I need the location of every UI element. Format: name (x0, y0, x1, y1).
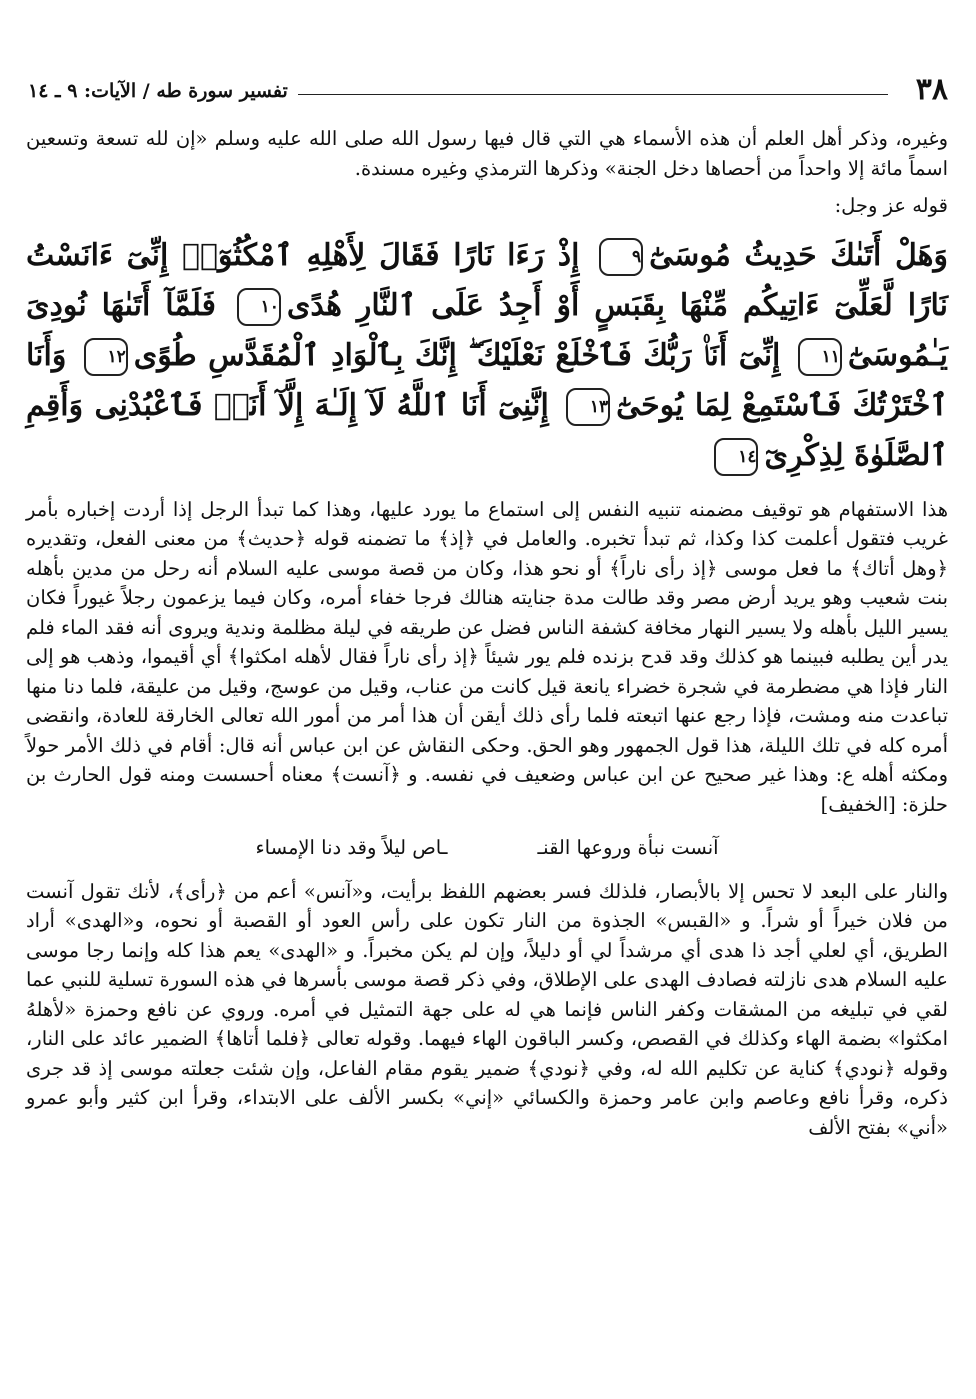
quran-segment-13: وَأَنَا ٱخْتَرْتُكَ فَٱسْتَمِعْ لِمَا يُوحَىٰٓ (26, 337, 948, 423)
page-body (26, 124, 948, 1142)
quran-segment-12: إِنِّىٓ أَنَا۠ رَبُّكَ فَٱخْلَعْ نَعْلَيْكَ ۖ إِنَّكَ بِٱلْوَادِ ٱلْمُقَدَّسِ طُوًى (133, 337, 781, 373)
intro-section (26, 124, 948, 221)
ayah-number-14: ١٤ (714, 438, 758, 476)
page-header (28, 72, 948, 112)
commentary-paragraph-2: والنار على البعد لا تحس إلا بالأبصار، فلذلك فسر بعضهم اللفظ برأيت، و«آنس» أعم من ﴿رأى﴾، لأنك تقول آنست من فلان خيراً أو شراً. و «القبس» الجذوة من النار تكون على رأس العود أو القصبة أو نحوه، و«الهدى» أراد الطريق، أي لعلي أجد ذا هدى أي مرشداً لي أو دليلاً، وإن لم يكن مخبراً. و «الهدى» يعم هذا كله وإنما رجا موسى عليه السلام هدى نازلته فصادف الهدى على الإطلاق، وفي ذكر قصة موسى بأسرها في هذه السورة تسلية للنبي عما لقي في تبليغه من المشقات وكفر الناس فإنما هي له على جهة التمثيل في أمره. وروي عن نافع وحمزة «لأهلهُ امكثوا» بضمة الهاء وكذلك في القصص، وكسر الباقون الهاء فيهما. وقوله تعالى ﴿فلما أتاها﴾ الضمير عائد على النار، وقوله ﴿نودي﴾ كناية عن تكليم الله له، وفي ﴿نودي﴾ ضمير يقوم مقام الفاعل، وإن شئت جعلته موسى إذ قد جرى ذكره، وقرأ نافع وعاصم وابن عامر وحمزة والكسائي «إني» بكسر الألف على الابتداء، وقرأ ابن كثير وأبو عمرو «أني» بفتح الألف (26, 879, 948, 1139)
quran-segment-10: إِذْ رَءَا نَارًا فَقَالَ لِأَهْلِهِ ٱمْكُثُوٓا۟ إِنِّىٓ ءَانَسْتُ نَارًا لَّعَلِّىٓ ءَاتِيكُم مِّنْهَا بِقَبَسٍ أَوْ أَجِدُ عَلَى ٱلنَّارِ هُدًى (26, 237, 949, 323)
commentary-section (26, 495, 948, 1143)
ayah-number-12: ١٢ (84, 338, 128, 376)
quran-passage (26, 231, 948, 481)
ayah-number-9: ٩ (599, 238, 643, 276)
running-title: تفسير سورة طه / الآيات: ٩ ـ ١٤ (28, 80, 288, 102)
verse-first-hemistich: آنست نبأة وروعها القنـ (537, 836, 719, 859)
commentary-paragraph-1: هذا الاستفهام هو توقيف مضمنه تنبيه النفس إلى استماع ما يورد عليها، وهذا كما تبدأ الرجل إذا أردت إخباره بأمر غريب فتقول أعلمت كذا وكذا، ثم تبدأ تخبره. والعامل في ﴿إذ﴾ ما تضمنه قوله ﴿حديث﴾ من معنى الفعل، وتقديره ﴿وهل أتاك﴾ ما فعل موسى ﴿إذ رأى ناراً﴾ أو نحو هذا، وكان من قصة موسى عليه السلام أنه رحل من مدين بأهله بنت شعيب وهو يريد أرض مصر وقد طالت مدة جنايته هنالك فرجا خفاء أمره، وكان فيما يزعمون رجلاً غيوراً فكان يسير الليل بأهله ولا يسير النهار مخافة كشفة الناس فضل عن طريقه في ليلة مظلمة وندية ويروى أنه فقد الماء فلم يدر أين يطلبه فبينما هو كذلك وقد قدح بزنده فلم يور شيئاً ﴿إذ رأى ناراً فقال لأهله امكثوا﴾ أي أقيموا، وذهب هو إلى النار فإذا هي مضطرمة في شجرة خضراء يانعة قيل كانت من عناب، وقيل من عوسج، وقيل من عليقة، فلما دنا منها تباعدت منه ومشت، فإذا رجع عنها اتبعته فلما رأى ذلك أيقن أن هذا أمر من أمور الله تعالى الخارقة للعادة، وانقضى أمره كله في تلك الليلة، هذا قول الجمهور وهو الحق. وحكى النقاش عن ابن عباس أنه قال: أقام في ذلك الأمر حولاً ومكثه أهله ع: وهذا غير صحيح عن ابن عباس وضعيف في نفسه. و ﴿آنست﴾ معناه أحسست ومنه قول الحارث بن حلزة: [الخفيف] (26, 497, 949, 816)
ayah-number-10: ١٠ (237, 288, 281, 326)
header-rule (298, 94, 888, 95)
quote-intro: قوله عز وجل: (834, 194, 948, 217)
quran-segment-14: إِنَّنِىٓ أَنَا ٱللَّهُ لَآ إِلَـٰهَ إِلَّآ أَنَا۠ فَٱعْبُدْنِى وَأَقِمِ ٱلصَّلَوٰةَ لِذِكْرِىٓ (26, 387, 948, 473)
quran-segment-9: وَهَلْ أَتَىٰكَ حَدِيثُ مُوسَىٰٓ (649, 237, 948, 273)
ayah-number-11: ١١ (798, 338, 842, 376)
ayah-number-13: ١٣ (566, 388, 610, 426)
intro-paragraph: وغيره، وذكر أهل العلم أن هذه الأسماء هي التي قال فيها رسول الله صلى الله عليه وسلم «إن لله تسعة وتسعين اسماً مائة إلا واحداً من أحصاها دخل الجنة» وذكرها الترمذي وغيره مسندة. (26, 127, 948, 180)
poetry-verse (26, 833, 948, 863)
quran-segment-11: فَلَمَّآ أَتَىٰهَا نُودِىَ يَـٰمُوسَىٰٓ (26, 287, 948, 373)
verse-second-hemistich: ـاص ليلاً وقد دنا الإمساء (255, 836, 448, 859)
page-number: ٣٨ (915, 72, 948, 107)
